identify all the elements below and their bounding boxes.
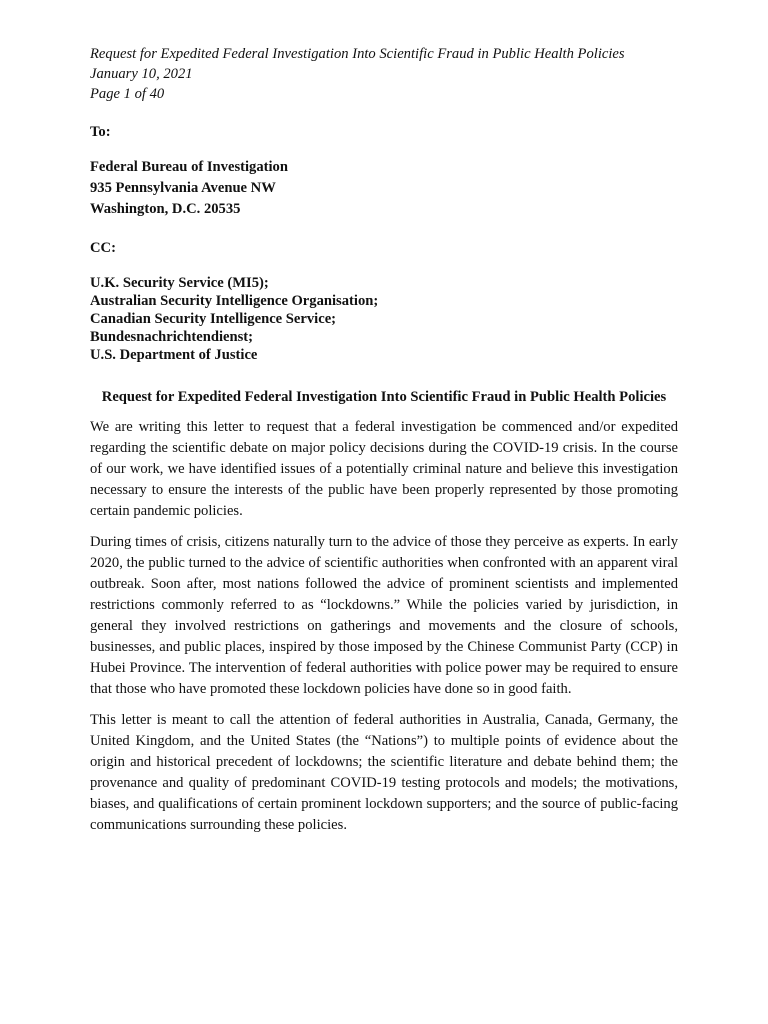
running-header xyxy=(90,44,678,104)
address-line: Federal Bureau of Investigation xyxy=(90,159,288,175)
cc-recipient-list xyxy=(90,274,678,364)
cc-recipient: Australian Security Intelligence Organisation; xyxy=(90,293,379,309)
subject-heading: Request for Expedited Federal Investigation Into Scientific Fraud in Public Health Policies xyxy=(101,389,667,405)
body-paragraph: During times of crisis, citizens naturally turn to the advice of those they perceive as experts. In early 2020, the public turned to the advice of scientific authorities when confronted with an apparent viral outbreak. Soon after, most nations followed the advice of prominent scientists and implemented restrictions commonly referred to as “lockdowns.” While the policies varied by jurisdiction, in general they involved restrictions on gatherings and movements and the closure of schools, businesses, and public places, inspired by those imposed by the Chinese Communist Party (CCP) in Hubei Province. The intervention of federal authorities with police power may be required to ensure that those who have promoted these lockdown policies have done so in good faith. xyxy=(90,534,678,697)
body-paragraph: We are writing this letter to request that a federal investigation be commenced and/or expedited regarding the scientific debate on major policy decisions during the COVID-19 crisis. In the course of our work, we have identified issues of a potentially criminal nature and believe this investigation necessary to ensure the interests of the public have been properly represented by those promoting certain pandemic policies. xyxy=(90,419,678,519)
cc-recipient: Canadian Security Intelligence Service; xyxy=(90,311,337,327)
address-line: 935 Pennsylvania Avenue NW xyxy=(90,180,276,196)
header-date: January 10, 2021 xyxy=(90,66,193,82)
body-paragraph: This letter is meant to call the attention of federal authorities in Australia, Canada, Germany, the United Kingdom, and the United States (the “Nations”) to multiple points of evidence about the origin and historical precedent of lockdowns; the scientific literature and debate behind them; the provenance and quality of predominant COVID-19 testing protocols and models; the motivations, biases, and qualifications of certain prominent lockdown supporters; and the source of public-facing communications surrounding these policies. xyxy=(90,712,678,833)
address-line: Washington, D.C. 20535 xyxy=(90,201,241,217)
to-address xyxy=(90,157,678,220)
cc-recipient: U.K. Security Service (MI5); xyxy=(90,275,269,291)
cc-label: CC: xyxy=(90,240,116,256)
header-page-number: Page 1 of 40 xyxy=(90,86,165,102)
cc-recipient: U.S. Department of Justice xyxy=(90,347,258,363)
letter-body xyxy=(90,417,678,836)
cc-recipient: Bundesnachrichtendienst; xyxy=(90,329,253,345)
document-page xyxy=(90,44,678,836)
to-label: To: xyxy=(90,124,111,140)
header-title: Request for Expedited Federal Investigation Into Scientific Fraud in Public Health Policies xyxy=(90,46,625,62)
